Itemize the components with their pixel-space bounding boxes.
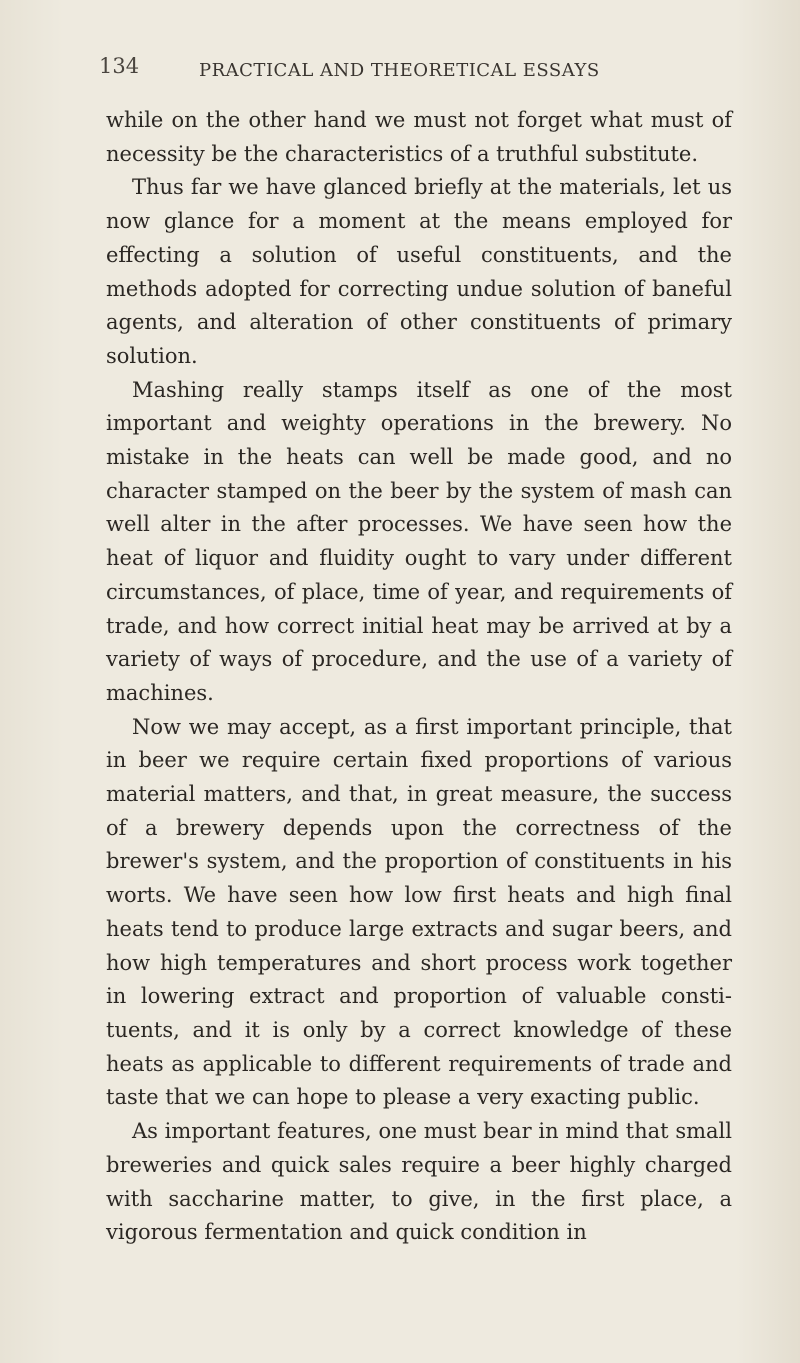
page-header xyxy=(99,54,739,86)
page-number: 134 xyxy=(99,54,140,78)
paragraph: Now we may accept, as a first important principle, that in beer we require certain fixed proportions of various material matters, and that, in great measure, the success of a brewery depends upon the correctness of the brewer's system, and the proportion of constituents in his worts. We have seen how low first heats and high final heats tend to produce large extracts and sugar beers, and how high temperatures and short process work together in lowering extract and proportion of valuable consti- tuents, and it is only by a correct knowledge of these heats as applicable to different requirements of trade and taste that we can hope to please a very exacting public. xyxy=(106,714,732,1110)
paragraph: As important features, one must bear in mind that small breweries and quick sales require a beer highly charged with saccharine matter, to give, in the first place, a vigorous fermentation and quick condition in xyxy=(106,1119,732,1245)
running-head: PRACTICAL AND THEORETICAL ESSAYS xyxy=(199,60,600,81)
paragraph: Thus far we have glanced briefly at the materials, let us now glance for a moment at the means employed for effecting a solution of useful constituents, and the methods adopted for correcting undue solution of baneful agents, and alteration of other constituents of primary solution. xyxy=(106,175,732,368)
body-text xyxy=(106,104,732,1250)
paragraph-continuation: while on the other hand we must not forget what must of necessity be the characteristics of a truthful substitute. xyxy=(106,108,732,166)
paragraph: Mashing really stamps itself as one of the most important and weighty operations in the brewery. No mistake in the heats can well be made good, and no character stamped on the beer by the system of mash can well alter in the after processes. We have seen how the heat of liquor and fluidity ought to vary under different circumstances, of place, time of year, and requirements of trade, and how correct initial heat may be arrived at by a variety of ways of procedure, and the use of a variety of machines. xyxy=(106,377,732,705)
